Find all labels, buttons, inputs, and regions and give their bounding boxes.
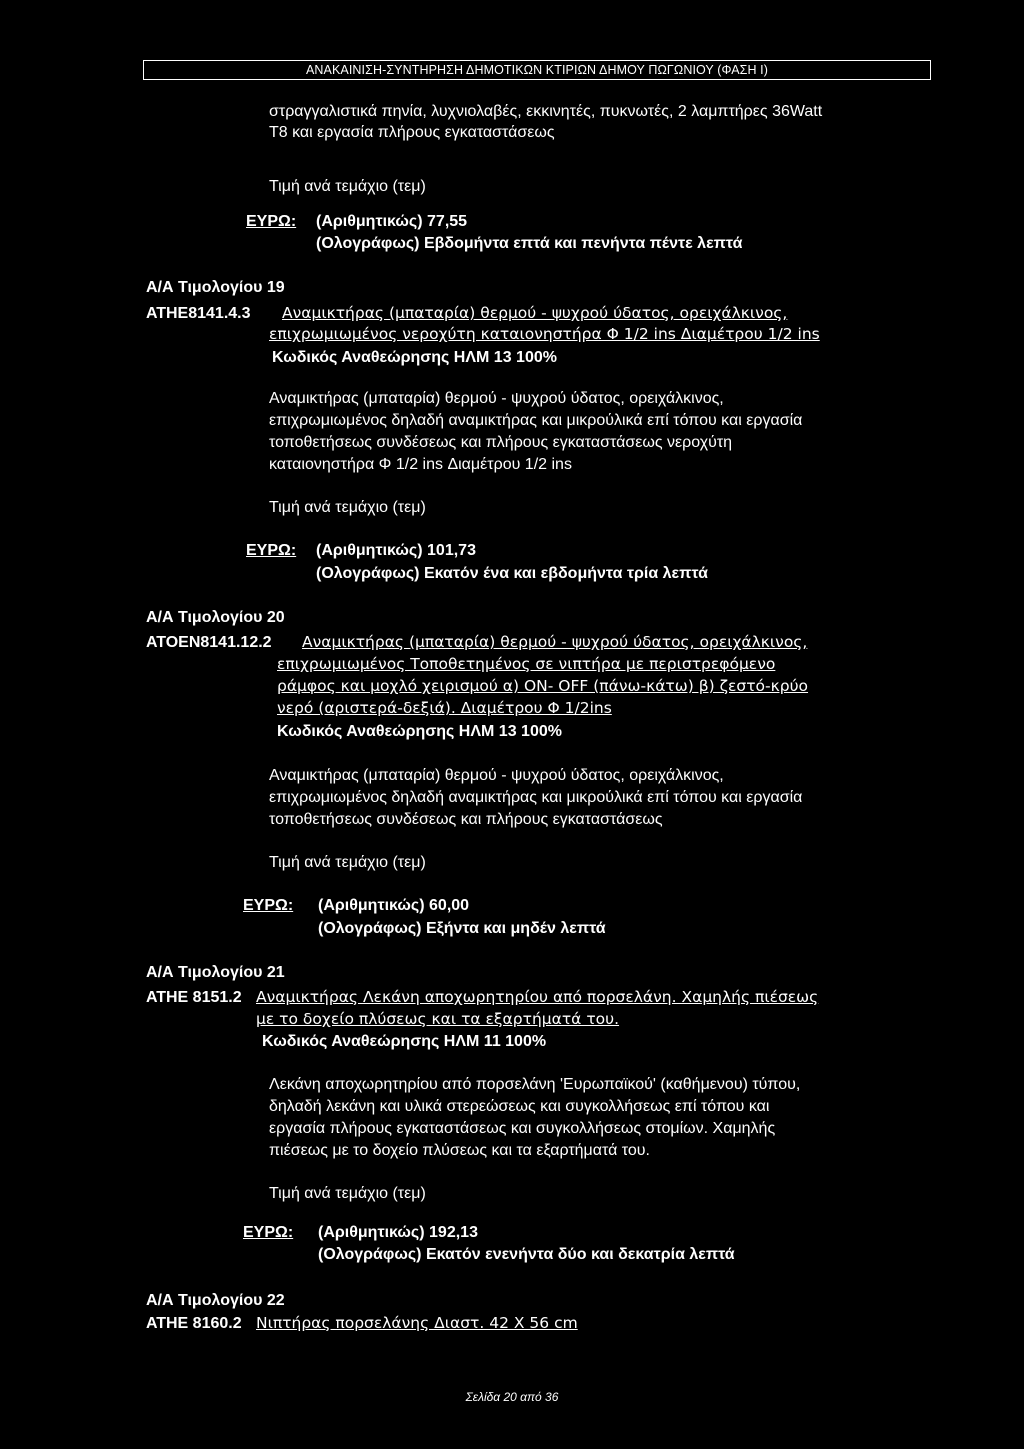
item-title-line: νερό (αριστερά-δεξιά). Διαμέτρου Φ 1/2ins: [277, 699, 612, 717]
item-title-line: Αναμικτήρας Λεκάνη αποχωρητηρίου από πορσελάνη. Χαμηλής πιέσεως: [256, 988, 819, 1006]
euro-label: ΕΥΡΩ:: [246, 542, 297, 559]
revision-code: Κωδικός Αναθεώρησης ΗΛΜ 11 100%: [262, 1033, 547, 1050]
desc-line: τοποθετήσεως συνδέσεως και πλήρους εγκαταστάσεως: [269, 811, 663, 828]
item-title-line: Αναμικτήρας (μπαταρία) θερμού - ψυχρού ύδατος, ορειχάλκινος,: [302, 633, 808, 651]
unit-price-label: Τιμή ανά τεμάχιο (τεμ): [269, 178, 426, 195]
euro-label: ΕΥΡΩ:: [243, 897, 294, 914]
item-title-line: Αναμικτήρας (μπαταρία) θερμού - ψυχρού ύδατος, ορειχάλκινος,: [282, 304, 788, 322]
unit-price-label: Τιμή ανά τεμάχιο (τεμ): [269, 854, 426, 871]
invoice-number: Α/Α Τιμολογίου 21: [146, 964, 285, 981]
item-title-line: ράμφος και μοχλό χειρισμού α) ON- OFF (πάνω-κάτω) β) ζεστό-κρύο: [277, 677, 809, 695]
price-numeric: (Αριθμητικώς) 77,55: [316, 213, 468, 230]
desc-line: εργασία πλήρους εγκαταστάσεως και συγκολλήσεως στομίων. Χαμηλής: [269, 1120, 776, 1137]
desc-line: πιέσεως με το δοχείο πλύσεως και τα εξαρτήματά του.: [269, 1142, 650, 1159]
price-words: (Ολογράφως) Εξήντα και μηδέν λεπτά: [318, 920, 606, 937]
document-header: ΑΝΑΚΑΙΝΙΣΗ-ΣΥΝΤΗΡΗΣΗ ΔΗΜΟΤΙΚΩΝ ΚΤΙΡΙΩΝ ΔΗΜΟΥ ΠΩΓΩΝΙΟΥ (ΦΑΣΗ Ι): [143, 60, 931, 80]
desc-line: τοποθετήσεως συνδέσεως και πλήρους εγκαταστάσεως νεροχύτη: [269, 434, 733, 451]
intro-line: στραγγαλιστικά πηνία, λυχνιολαβές, εκκινητές, πυκνωτές, 2 λαμπτήρες 36Watt: [269, 103, 823, 120]
desc-line: Αναμικτήρας (μπαταρία) θερμού - ψυχρού ύδατος, ορειχάλκινος,: [269, 767, 724, 784]
article-code: ΑΤΟΕΝ8141.12.2: [146, 634, 272, 651]
article-code: ΑΤΗΕ 8151.2: [146, 989, 242, 1006]
invoice-number: Α/Α Τιμολογίου 22: [146, 1292, 285, 1309]
desc-line: δηλαδή λεκάνη και υλικά στερεώσεως και συγκολλήσεως επί τόπου και: [269, 1098, 770, 1115]
article-code: ΑΤΗΕ8141.4.3: [146, 305, 251, 322]
unit-price-label: Τιμή ανά τεμάχιο (τεμ): [269, 499, 426, 516]
article-code: ΑΤΗΕ 8160.2: [146, 1315, 242, 1332]
desc-line: καταιονηστήρα Φ 1/2 ins Διαμέτρου 1/2 ins: [269, 456, 572, 473]
revision-code: Κωδικός Αναθεώρησης ΗΛΜ 13 100%: [272, 349, 557, 366]
desc-line: Λεκάνη αποχωρητηρίου από πορσελάνη 'Ευρωπαϊκού' (καθήμενου) τύπου,: [269, 1076, 801, 1093]
price-words: (Ολογράφως) Εκατόν ενενήντα δύο και δεκατρία λεπτά: [318, 1246, 735, 1263]
euro-label: ΕΥΡΩ:: [243, 1224, 294, 1241]
price-words: (Ολογράφως) Εκατόν ένα και εβδομήντα τρία λεπτά: [316, 565, 708, 582]
item-title-line: με το δοχείο πλύσεως και τα εξαρτήματά του.: [256, 1010, 620, 1028]
price-numeric: (Αριθμητικώς) 192,13: [318, 1224, 478, 1241]
page-footer: Σελίδα 20 από 36: [465, 1390, 559, 1404]
desc-line: Αναμικτήρας (μπαταρία) θερμού - ψυχρού ύδατος, ορειχάλκινος,: [269, 390, 724, 407]
price-words: (Ολογράφως) Εβδομήντα επτά και πενήντα πέντε λεπτά: [316, 235, 743, 252]
revision-code: Κωδικός Αναθεώρησης ΗΛΜ 13 100%: [277, 723, 562, 740]
unit-price-label: Τιμή ανά τεμάχιο (τεμ): [269, 1185, 426, 1202]
item-title-line: Νιπτήρας πορσελάνης Διαστ. 42 Χ 56 cm: [256, 1314, 578, 1332]
item-title-line: επιχρωμιωμένος νεροχύτη καταιονηστήρα Φ 1/2 ins Διαμέτρου 1/2 ins: [269, 325, 820, 343]
item-title-line: επιχρωμιωμένος Τοποθετημένος σε νιπτήρα με περιστρεφόμενο: [277, 655, 776, 673]
invoice-number: Α/Α Τιμολογίου 20: [146, 609, 285, 626]
intro-line: T8 και εργασία πλήρους εγκαταστάσεως: [269, 124, 555, 141]
invoice-number: Α/Α Τιμολογίου 19: [146, 279, 285, 296]
desc-line: επιχρωμιωμένος δηλαδή αναμικτήρας και μικρούλικά επί τόπου και εργασία: [269, 789, 803, 806]
desc-line: επιχρωμιωμένος δηλαδή αναμικτήρας και μικρούλικά επί τόπου και εργασία: [269, 412, 803, 429]
euro-label: ΕΥΡΩ:: [246, 213, 297, 230]
price-numeric: (Αριθμητικώς) 101,73: [316, 542, 476, 559]
price-numeric: (Αριθμητικώς) 60,00: [318, 897, 470, 914]
